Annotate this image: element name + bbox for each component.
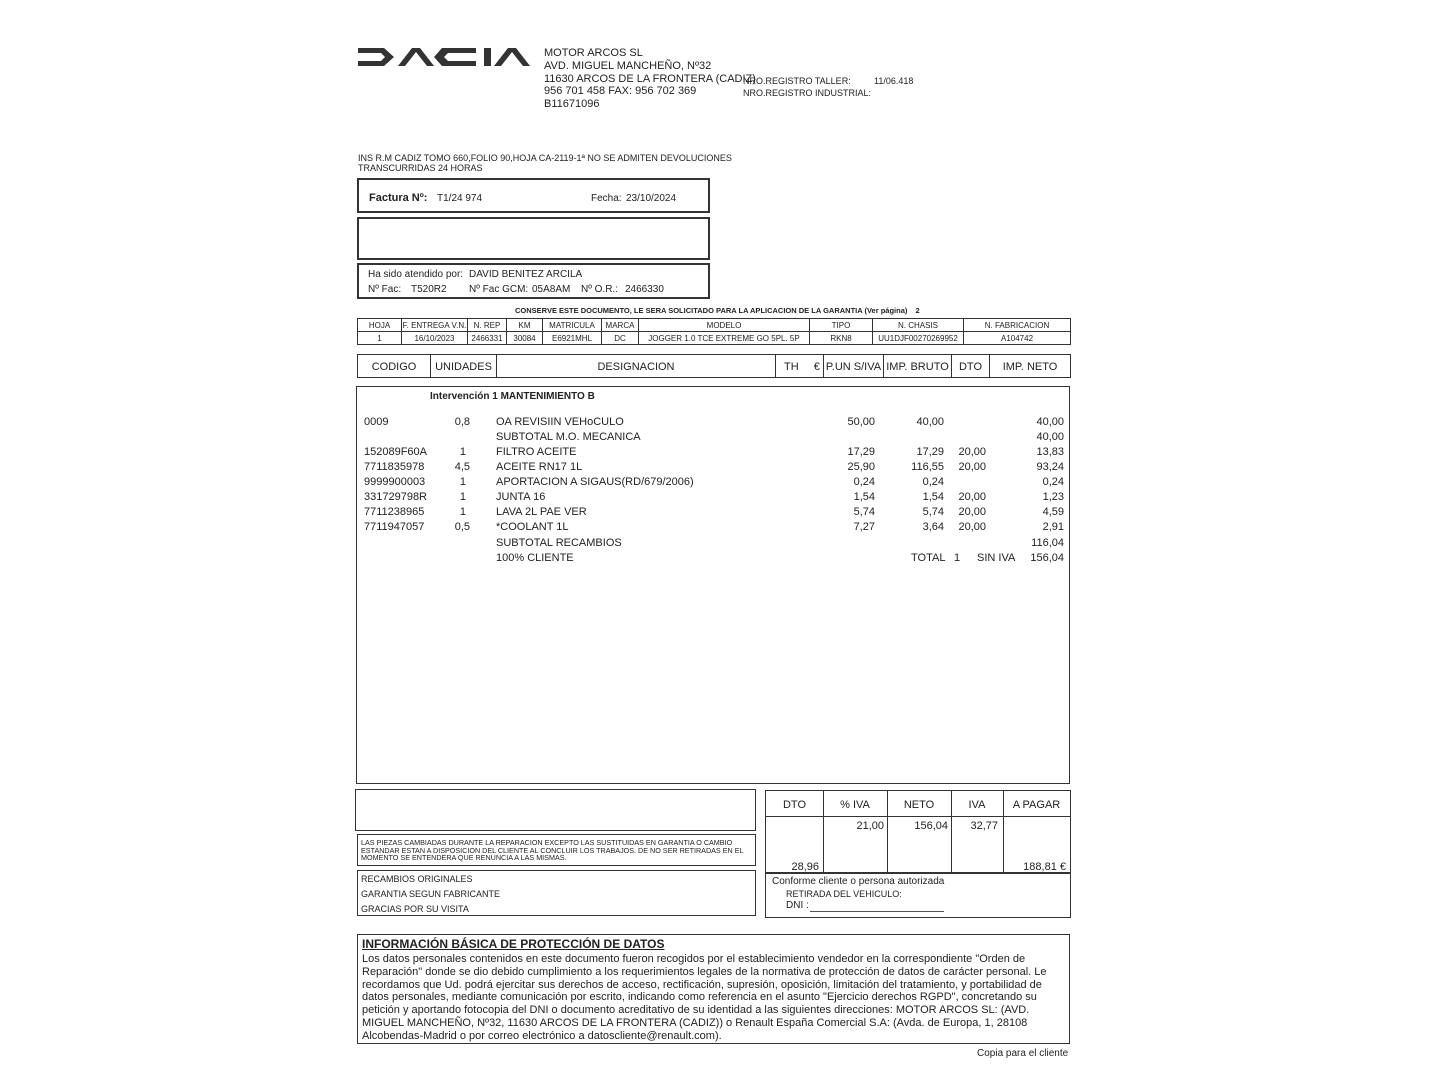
footer-note: RECAMBIOS ORIGINALES <box>361 874 473 884</box>
copy-label: Copia para el cliente <box>977 1048 1069 1059</box>
table-row <box>357 552 1071 567</box>
line-neto: 156,04 <box>1030 552 1064 564</box>
dealer-phone: 956 701 458 FAX: 956 702 369 <box>544 85 697 98</box>
line-pun: 25,90 <box>847 461 875 473</box>
line-neto: 40,00 <box>1036 431 1064 443</box>
vehicle-header: MODELO <box>639 319 810 332</box>
vehicle-header-row <box>358 319 1071 332</box>
line-desc: JUNTA 16 <box>496 491 546 503</box>
or-label: Nº O.R.: <box>581 284 618 295</box>
line-code: 9999900003 <box>364 476 426 488</box>
line-units: 4,5 <box>454 461 470 473</box>
line-neto: 93,24 <box>1036 461 1064 473</box>
line-neto: 1,23 <box>1042 491 1064 503</box>
invoice-box <box>357 178 710 213</box>
line-neto: 116,04 <box>1031 537 1064 549</box>
vehicle-value: UU1DJF00270269952 <box>873 332 964 345</box>
line-code: 7711835978 <box>364 461 425 473</box>
warranty-notice-text: CONSERVE ESTE DOCUMENTO, LE SERA SOLICITADO PARA LA APLICACION DE LA GARANTIA (Ver página) <box>515 306 908 315</box>
line-code: 7711947057 <box>364 521 425 533</box>
vehicle-value: 2466331 <box>468 332 507 345</box>
total-num: 1 <box>954 552 961 564</box>
factura-value: T1/24 974 <box>437 193 483 204</box>
warranty-notice <box>515 306 920 315</box>
summary-pagar: 188,81 € <box>1023 861 1066 873</box>
table-row <box>357 491 1071 506</box>
footer-note: GARANTIA SEGUN FABRICANTE <box>361 889 501 899</box>
vehicle-value-row <box>358 332 1071 345</box>
summary-header: NETO <box>903 799 935 811</box>
line-dto: 20,00 <box>958 506 986 518</box>
conformity-dni: DNI : <box>786 900 809 911</box>
signature-line <box>810 911 944 912</box>
vehicle-value: E6921MHL <box>543 332 602 345</box>
line-code: 152089F60A <box>364 446 427 458</box>
line-dto: 20,00 <box>958 521 986 533</box>
nfac-value: T520R2 <box>411 284 447 295</box>
gdpr-box <box>357 934 1070 1044</box>
vehicle-header: HOJA <box>358 319 402 332</box>
factura-label: Factura Nº: <box>369 192 428 204</box>
line-units: 1 <box>459 491 466 503</box>
line-code: 7711238965 <box>364 506 425 518</box>
summary-header: % IVA <box>840 799 870 811</box>
summary-neto: 156,04 <box>914 820 948 832</box>
vehicle-header: N. CHASIS <box>873 319 964 332</box>
col-dto: DTO <box>952 355 990 377</box>
notes-box <box>355 789 756 831</box>
reg-industrial-label: NRO.REGISTRO INDUSTRIAL: <box>743 88 872 98</box>
line-neto: 2,91 <box>1042 521 1064 533</box>
line-desc: FILTRO ACEITE <box>496 446 577 458</box>
line-bruto: 40,00 <box>916 416 944 428</box>
line-pun: 17,29 <box>847 446 875 458</box>
line-desc: SUBTOTAL M.O. MECANICA <box>496 431 641 443</box>
line-units: 1 <box>459 506 466 518</box>
line-pun: 1,54 <box>853 491 875 503</box>
conformity-retirada: RETIRADA DEL VEHICULO: <box>786 889 902 899</box>
col-th <box>776 355 824 377</box>
col-th-label: TH <box>784 361 799 373</box>
table-row <box>357 521 1071 536</box>
table-row <box>357 416 1071 431</box>
line-bruto: 3,64 <box>922 521 944 533</box>
line-units: 1 <box>459 476 466 488</box>
dacia-logo <box>358 44 534 70</box>
line-code: 0009 <box>364 416 389 428</box>
line-desc: SUBTOTAL RECAMBIOS <box>496 537 622 549</box>
legal-note: INS R.M CADIZ TOMO 660,FOLIO 90,HOJA CA-2119-1ª NO SE ADMITEN DEVOLUCIONES TRANSCURRIDAS 24 HORAS <box>358 153 732 173</box>
line-pun: 5,74 <box>853 506 875 518</box>
line-bruto: 0,24 <box>922 476 944 488</box>
reg-taller-value: 11/06.418 <box>874 76 914 86</box>
line-pun: 7,27 <box>853 521 875 533</box>
line-bruto: 17,29 <box>916 446 944 458</box>
vehicle-header: F. ENTREGA V.N. <box>402 320 467 330</box>
dealer-city: 11630 ARCOS DE LA FRONTERA (CADIZ) <box>544 72 756 85</box>
vehicle-header: KM <box>507 319 543 332</box>
line-neto: 13,83 <box>1036 446 1064 458</box>
line-bruto: 5,74 <box>922 506 944 518</box>
table-row <box>357 476 1071 491</box>
or-value: 2466330 <box>625 284 664 295</box>
vehicle-value: JOGGER 1.0 TCE EXTREME GO 5PL. 5P <box>639 332 810 345</box>
line-bruto: 116,55 <box>911 461 944 473</box>
vehicle-value: DC <box>602 332 639 345</box>
line-code: 331729798R <box>364 491 428 503</box>
vehicle-header: N. FABRICACION <box>964 319 1071 332</box>
footer-note: GRACIAS POR SU VISITA <box>361 904 469 914</box>
col-codigo: CODIGO <box>358 355 431 377</box>
summary-header: IVA <box>968 799 986 811</box>
summary-pct-iva: 21,00 <box>856 820 884 832</box>
col-unidades: UNIDADES <box>431 355 497 377</box>
summary-header: DTO <box>782 799 807 811</box>
line-bruto: 1,54 <box>922 491 944 503</box>
line-pun: 0,24 <box>853 476 875 488</box>
conformity-title: Conforme cliente o persona autorizada <box>772 876 945 887</box>
vehicle-header: N. REP <box>468 319 507 332</box>
summary-box <box>765 790 1071 873</box>
line-desc: *COOLANT 1L <box>496 521 569 533</box>
dealer-name: MOTOR ARCOS SL <box>544 47 643 59</box>
line-desc: OA REVISIIN VEHoCULO <box>496 416 624 428</box>
col-neto: IMP. NETO <box>1002 361 1058 373</box>
line-neto: 4,59 <box>1042 506 1064 518</box>
line-units: 0,8 <box>454 416 470 428</box>
vehicle-value: 1 <box>358 332 402 345</box>
lines-header <box>357 354 1071 378</box>
line-desc: 100% CLIENTE <box>496 552 574 564</box>
summary-iva: 32,77 <box>970 820 998 832</box>
fecha-value: 23/10/2024 <box>626 193 677 204</box>
intervention-title: Intervención 1 MANTENIMIENTO B <box>430 391 595 402</box>
col-pun: P.UN S/IVA <box>824 355 884 377</box>
vehicle-value: A104742 <box>964 332 1071 345</box>
warranty-page: 2 <box>915 306 920 315</box>
gcm-value: 05A8AM <box>532 284 571 295</box>
table-row <box>357 537 1071 552</box>
table-row <box>357 446 1071 461</box>
line-desc: ACEITE RN17 1L <box>496 461 583 473</box>
vehicle-header: TIPO <box>810 319 873 332</box>
footer-notes-box <box>357 870 756 916</box>
line-desc: LAVA 2L PAE VER <box>496 506 587 518</box>
dealer-info <box>544 47 756 111</box>
nfac-label: Nº Fac: <box>368 284 402 295</box>
pieces-note-box <box>357 834 756 866</box>
attended-name: DAVID BENITEZ ARCILA <box>469 269 583 280</box>
table-row <box>357 506 1071 521</box>
vehicle-header: MATRICULA <box>543 319 602 332</box>
line-dto: 20,00 <box>958 461 986 473</box>
line-pun: 50,00 <box>847 416 875 428</box>
col-bruto: IMP. BRUTO <box>884 355 952 377</box>
line-dto: 20,00 <box>958 446 986 458</box>
line-neto: 0,24 <box>1042 476 1064 488</box>
attended-label: Ha sido atendido por: <box>368 269 464 280</box>
vehicle-header: MARCA <box>602 319 639 332</box>
reg-taller-label: NRO.REGISTRO TALLER: <box>743 76 851 86</box>
col-designacion: DESIGNACION <box>497 355 776 377</box>
dacia-logo-mark <box>358 44 534 70</box>
col-euro-label: € <box>813 361 820 373</box>
total-label: TOTAL <box>911 552 946 564</box>
gdpr-title: INFORMACIÓN BÁSICA DE PROTECCIÓN DE DATOS <box>362 937 665 951</box>
gcm-label: Nº Fac GCM: <box>469 284 529 295</box>
sin-iva-label: SIN IVA <box>977 552 1016 564</box>
line-dto: 20,00 <box>958 491 986 503</box>
table-row <box>357 461 1071 476</box>
fecha-label: Fecha: <box>591 193 622 204</box>
customer-box <box>357 217 710 260</box>
vehicle-value: RKN8 <box>810 332 873 345</box>
conformity-box <box>765 873 1071 918</box>
vehicle-value: 30084 <box>507 332 543 345</box>
vehicle-value: 16/10/2023 <box>402 332 468 345</box>
dealer-cif: B11671096 <box>544 98 600 111</box>
summary-header: A PAGAR <box>1012 799 1061 811</box>
attended-box <box>357 263 710 299</box>
line-neto: 40,00 <box>1036 416 1064 428</box>
dealer-address: AVD. MIGUEL MANCHEÑO, Nº32 <box>544 59 712 72</box>
line-units: 0,5 <box>454 521 470 533</box>
line-units: 1 <box>459 446 466 458</box>
vehicle-table <box>357 318 1071 345</box>
summary-dto: 28,96 <box>791 861 819 873</box>
table-row <box>357 431 1071 446</box>
line-desc: APORTACION A SIGAUS(RD/679/2006) <box>496 476 694 488</box>
pieces-note: LAS PIEZAS CAMBIADAS DURANTE LA REPARACION EXCEPTO LAS SUSTITUIDAS EN GARANTIA O CAMBIO ESTANDAR ESTAN A DISPOSICION DEL CLIENTE AL CONCLUIR LOS TRABAJOS. DE NO SER RETIRADAS EN EL MOMENTO SE ENTENDERA QUE RENUNCIA A LAS MISMAS. <box>361 838 744 862</box>
gdpr-body: Los datos personales contenidos en este documento fueron recogidos por el establecimiento vendedor en la correspondiente "Orden de Reparación" donde se dio debido cumplimiento a los requerimientos legales de la normativa de protección de datos de carácter personal. Le recordamos que Ud. podrá ejercitar sus derechos de acceso, rectificación, supresión, oposición, limitación del tratamiento, y portabilidad de datos personales, mediante comunicación por escrito, indicando como referencia en el asunto "Ejercicio derechos RGPD", concretando su petición y aportando fotocopia del DNI o documento acreditativo de su identidad a las siguientes direcciones: MOTOR ARCOS SL: (AVD. MIGUEL MANCHEÑO, Nº32, 11630 ARCOS DE LA FRONTERA (CADIZ)) o Renault España Comercial S.A: (Avda. de Europa, 1, 28108 Alcobendas-Madrid o por correo electrónico a datoscliente@renault.com). <box>362 953 1047 1042</box>
